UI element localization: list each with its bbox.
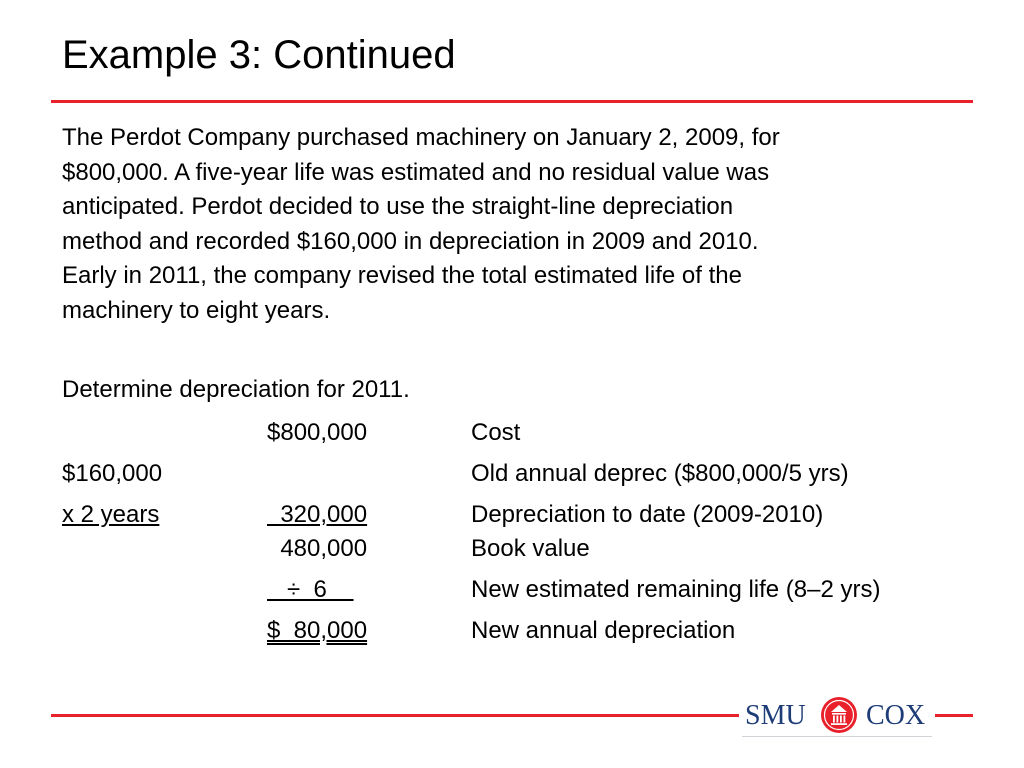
footer-divider-left <box>51 714 739 717</box>
remaining-life-divisor: ÷ 6 <box>267 576 354 603</box>
new-annual-depreciation-amount: $ 80,000 <box>267 617 368 644</box>
logo-text-smu: SMU <box>745 700 806 731</box>
cost-amount: $800,000 <box>267 419 368 446</box>
logo-underline <box>742 736 932 737</box>
title-divider <box>51 100 973 103</box>
smu-seal-icon <box>819 695 859 735</box>
paragraph-line: machinery to eight years. <box>62 296 331 324</box>
remaining-life-label: New estimated remaining life (8–2 yrs) <box>471 576 881 603</box>
logo-text-cox: COX <box>866 700 926 731</box>
cost-label: Cost <box>471 419 521 446</box>
slide-title: Example 3: Continued <box>62 33 456 77</box>
new-annual-depreciation-label: New annual depreciation <box>471 617 736 644</box>
book-value-amount: 480,000 <box>267 535 368 562</box>
paragraph-line: The Perdot Company purchased machinery on January 2, 2009, for <box>62 124 780 151</box>
paragraph-line: method and recorded $160,000 in depreciation in 2009 and 2010. <box>62 227 759 255</box>
deprec-to-date-amount: 320,000 <box>267 501 368 528</box>
book-value-label: Book value <box>471 535 590 562</box>
deprec-to-date-label: Depreciation to date (2009-2010) <box>471 501 824 528</box>
annual-deprec-amount: $160,000 <box>62 460 163 487</box>
smu-cox-logo <box>742 695 932 738</box>
prompt-text: Determine depreciation for 2011. <box>62 376 410 403</box>
problem-paragraph <box>62 121 972 328</box>
paragraph-line: $800,000. A five-year life was estimated and no residual value was <box>62 158 770 186</box>
annual-deprec-label: Old annual deprec ($800,000/5 yrs) <box>471 460 849 487</box>
paragraph-line: Early in 2011, the company revised the total estimated life of the <box>62 262 742 289</box>
paragraph-line: anticipated. Perdot decided to use the straight-line depreciation <box>62 193 734 220</box>
years-multiplier: x 2 years <box>62 501 160 528</box>
footer-divider-right <box>935 714 973 717</box>
